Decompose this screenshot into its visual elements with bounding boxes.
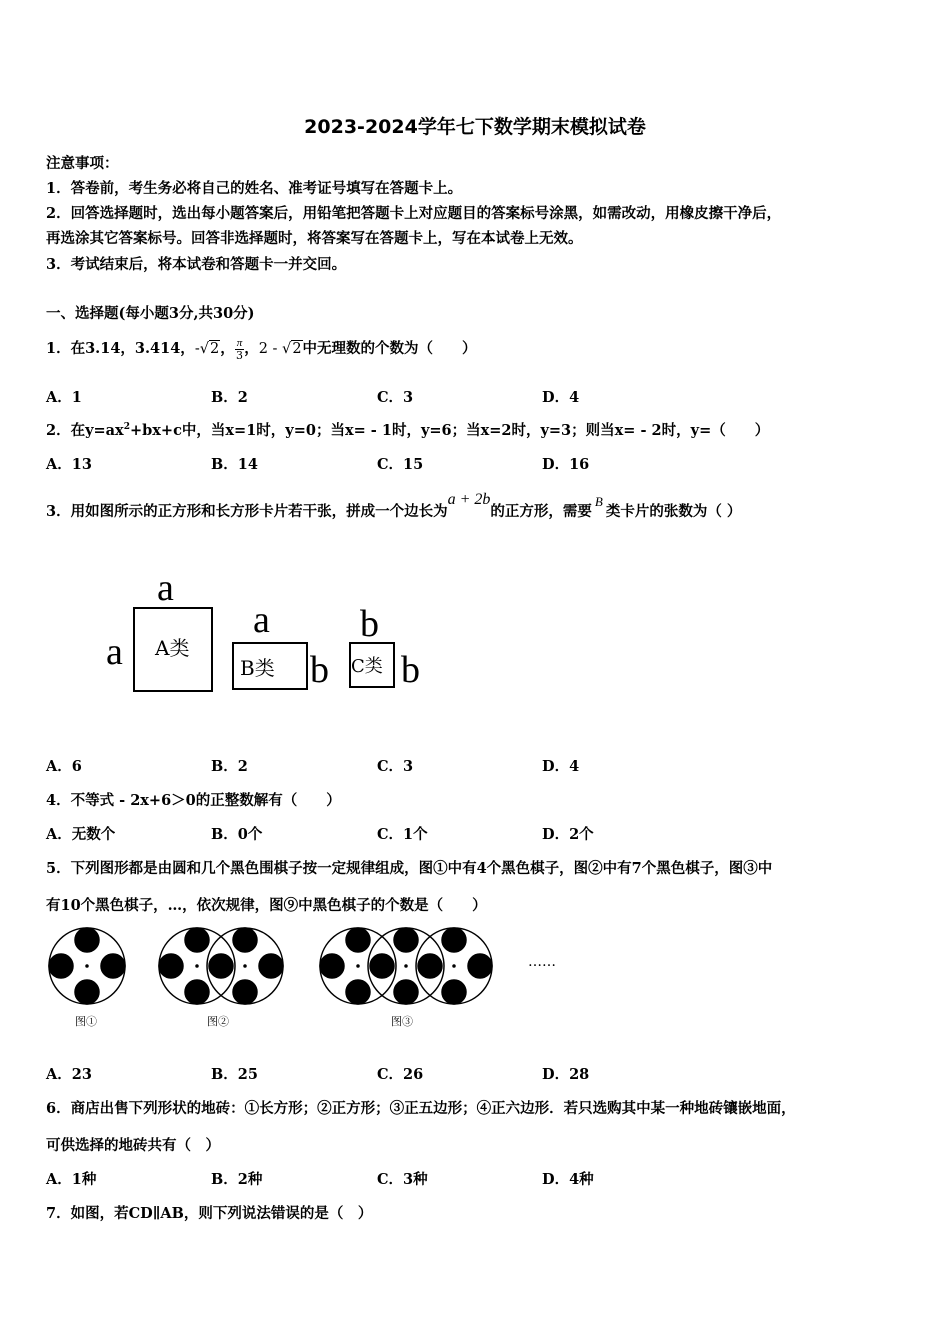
q6-option-a: A．1种 xyxy=(46,1171,97,1188)
q3-option-a: A．6 xyxy=(46,758,82,775)
q3-option-d: D．4 xyxy=(542,758,580,775)
q1-option-d: D．4 xyxy=(542,389,580,406)
q1-option-c: C．3 xyxy=(377,389,414,406)
question-5-line-1: 5．下列图形都是由圆和几个黑色围棋子按一定规律组成，图①中有4个黑色棋子，图②中有7个黑色棋子，图③中 xyxy=(46,860,773,877)
q2-option-b: B．14 xyxy=(211,456,258,473)
q1-neg-sqrt: -√2 xyxy=(194,341,220,357)
q2-option-c: C．15 xyxy=(377,456,424,473)
question-5-line-2: 有10个黑色棋子，…，依次规律，图⑨中黑色棋子的个数是（ ） xyxy=(46,897,487,914)
q3-option-b: B．2 xyxy=(211,758,248,775)
q5-option-d: D．28 xyxy=(542,1066,590,1083)
notice-line-2: 2．回答选择题时，选出每小题答案后，用铅笔把答题卡上对应题目的答案标号涂黑，如需改动，用橡皮擦干净后， xyxy=(46,205,782,222)
q1-option-b: B．2 xyxy=(211,389,248,406)
question-4: 4．不等式 - 2x+6＞0的正整数解有（ ） xyxy=(46,792,341,809)
q4-option-b: B．0个 xyxy=(211,826,263,843)
fig-2-label: 图② xyxy=(207,1015,229,1028)
q3-expression: a + 2b xyxy=(447,491,491,508)
fig-label-a-left: a xyxy=(106,631,123,673)
q3-text-a: 3．用如图所示的正方形和长方形卡片若干张，拼成一个边长为 xyxy=(46,503,448,520)
q5-figure xyxy=(40,920,580,1035)
fig-label-a-top: a xyxy=(157,567,174,609)
page-title: 2023-2024学年七下数学期末模拟试卷 xyxy=(304,116,646,138)
q4-option-a: A．无数个 xyxy=(46,826,116,843)
fig1 xyxy=(49,928,125,1004)
q2-option-a: A．13 xyxy=(46,456,92,473)
q1-two-minus-sqrt: 2 - √2 xyxy=(258,341,302,357)
q5-option-c: C．26 xyxy=(377,1066,424,1083)
q1-sep-1: ， xyxy=(220,340,235,357)
fig-3-label: 图③ xyxy=(391,1015,413,1028)
q1-sep-2: ， xyxy=(244,340,259,357)
question-7: 7．如图，若CD∥AB，则下列说法错误的是（ ） xyxy=(46,1205,373,1222)
q2-text-b: +bx+c中，当x=1时，y=0；当x= - 1时，y=6；当x=2时，y=3；则当x= - 2时，y=（ ） xyxy=(129,422,770,439)
q2-superscript: 2 xyxy=(123,422,130,433)
fig-ellipsis: …… xyxy=(528,954,556,970)
q3-b-variable: B xyxy=(594,494,603,509)
q1-suffix: 中无理数的个数为（ ） xyxy=(302,340,477,357)
fig2 xyxy=(159,928,283,1004)
q3-text-b: 的正方形，需要 xyxy=(490,503,592,520)
q5-option-b: B．25 xyxy=(211,1066,258,1083)
question-3 xyxy=(46,491,742,521)
question-6-line-2: 可供选择的地砖共有（ ） xyxy=(46,1137,220,1154)
section-heading: 一、选择题(每小题3分,共30分) xyxy=(46,305,255,322)
fig-label-a-top-2: a xyxy=(253,599,270,641)
fig3 xyxy=(320,928,492,1004)
notice-line-1: 1．答卷前，考生务必将自己的姓名、准考证号填写在答题卡上。 xyxy=(46,180,463,197)
q4-option-c: C．1个 xyxy=(377,826,428,843)
question-1 xyxy=(46,330,477,368)
notice-line-4: 3．考试结束后，将本试卷和答题卡一并交回。 xyxy=(46,256,347,273)
fig-1-label: 图① xyxy=(75,1015,97,1028)
q3-text-c: 类卡片的张数为（ ） xyxy=(605,503,742,520)
card-a-label: A类 xyxy=(155,636,190,660)
q6-option-b: B．2种 xyxy=(211,1171,263,1188)
card-c-label: C类 xyxy=(351,656,383,677)
fig-label-b-top: b xyxy=(360,603,379,645)
q6-option-d: D．4种 xyxy=(542,1171,594,1188)
q5-option-a: A．23 xyxy=(46,1066,92,1083)
q1-option-a: A．1 xyxy=(46,389,82,406)
q2-text-a: 2．在y=ax xyxy=(46,422,124,439)
q1-prefix: 1．在3.14，3.414， xyxy=(46,340,195,357)
notice-heading: 注意事项： xyxy=(46,155,119,172)
question-6-line-1: 6．商店出售下列形状的地砖：①长方形；②正方形；③正五边形；④正六边形．若只选购其中某一种地砖镶嵌地面， xyxy=(46,1100,796,1117)
q1-pi-fraction: $\frac{\pi}{3}$ xyxy=(235,336,243,362)
q2-option-d: D．16 xyxy=(542,456,590,473)
fig-label-b-right-2: b xyxy=(401,649,420,691)
question-2 xyxy=(46,419,769,440)
q4-option-d: D．2个 xyxy=(542,826,594,843)
q6-option-c: C．3种 xyxy=(377,1171,428,1188)
card-b-label: B类 xyxy=(240,656,275,680)
fig-label-b-right: b xyxy=(310,649,329,691)
notice-line-3: 再选涂其它答案标号。回答非选择题时，将答案写在答题卡上，写在本试卷上无效。 xyxy=(46,230,583,247)
q3-option-c: C．3 xyxy=(377,758,414,775)
